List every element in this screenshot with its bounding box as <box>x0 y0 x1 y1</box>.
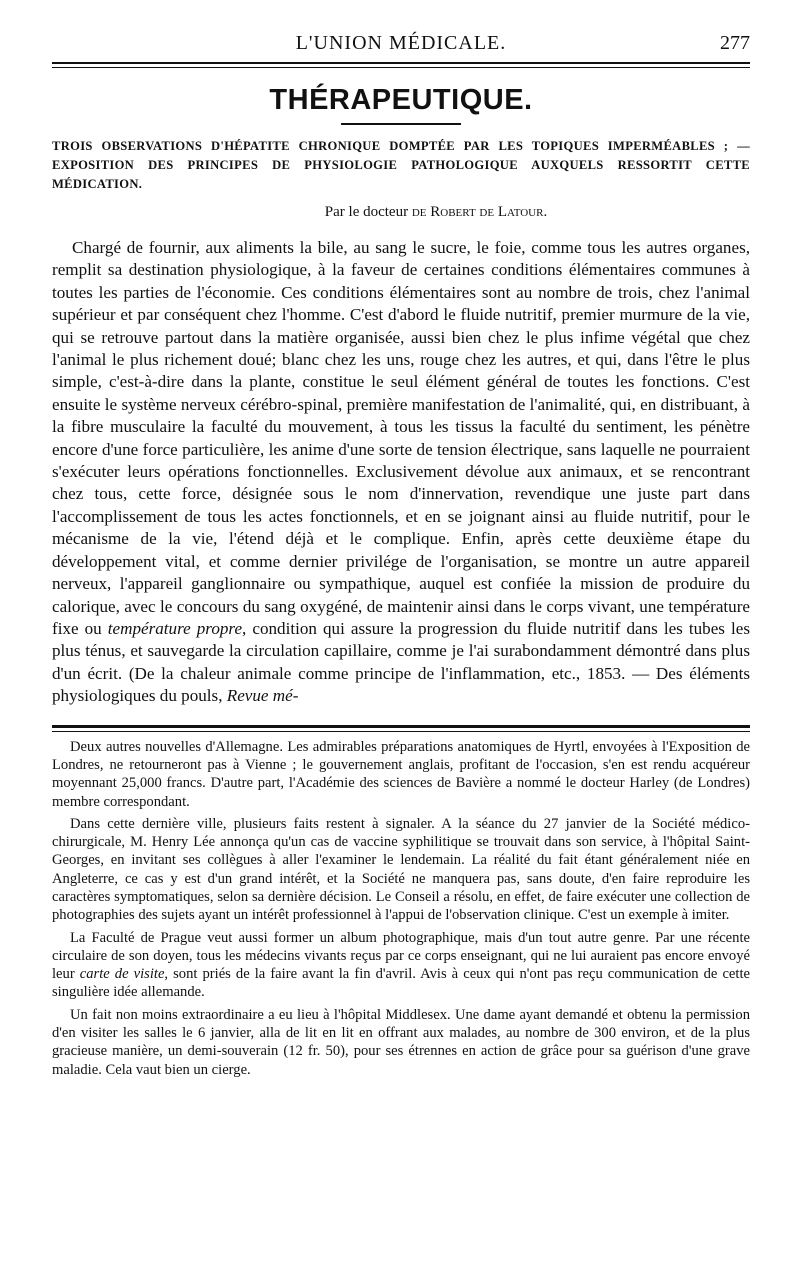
news-paragraph-4: Un fait non moins extraordinaire a eu lieu à l'hôpital Middlesex. Une dame ayant demandé et obtenu la permission d'en visiter les salles le 6 janvier, alla de lit en lit en offrant aux malades, au nombre de 300 environ, et de la plus gracieuse manière, un demi-souverain (12 fr. 50), pour ses étrennes en action de grâce pour sa guérison d'une grave maladie. Cela vaut bien un cierge. <box>52 1006 750 1078</box>
heading-rule <box>341 123 461 125</box>
body-text-part-b: , condition qui assure la progression du fluide nutritif dans les tubes les plus ténus, et sauvegarde la circulation capillaire, comme je l'ai surabondamment démontré dans plus d'un écrit. (De la chaleur animale comme principe de l'inflammation, etc., 1853. — Des éléments physiologiques du pouls, <box>52 618 750 706</box>
news-separator-rule <box>52 725 750 732</box>
news-paragraph-3-part-b: , sont priés de la faire avant la fin d'avril. Avis à ceux qui n'ont pas reçu communication de cette singulière idée allemande. <box>52 966 750 1001</box>
header-rule <box>52 67 750 68</box>
article-body-paragraph <box>52 237 750 708</box>
running-title: L'UNION MÉDICALE. <box>295 32 507 54</box>
running-header <box>52 28 750 64</box>
byline-author: de Robert de Latour. <box>411 204 548 220</box>
page-number: 277 <box>720 32 750 54</box>
news-paragraph-2: Dans cette dernière ville, plusieurs faits restent à signaler. A la séance du 27 janvier de la Société médico-chirurgicale, M. Henry Lée annonça qu'un cas de vaccine syphilitique se trouvait dans son service, à l'hôpital Saint-Georges, en invitant ses collègues à aller l'examiner le lendemain. La réalité du fait étant généralement niée en Angleterre, ce cas y est d'un grand intérêt, et la Société ne manquera pas, sans doute, d'en faire reproduire les caractères symptomatiques, selon sa dernière décision. Le Conseil a résolu, en effet, de faire exécuter une collection de photographies des sujets ayant un intérêt professionnel à l'appui de l'observation clinique. C'est un exemple à imiter. <box>52 815 750 924</box>
news-italic-carte: carte de visite <box>79 966 165 983</box>
news-paragraph-1: Deux autres nouvelles d'Allemagne. Les admirables préparations anatomiques de Hyrtl, envoyées à l'Exposition de Londres, ne retourneront pas à Vienne ; le gouvernement anglais, profitant de l'occasion, s'en est rendu acquéreur moyennant 25,000 francs. D'autre part, l'Académie des sciences de Bavière a nommé le docteur Harley (de Londres) membre correspondant. <box>52 738 750 810</box>
byline <box>52 204 750 221</box>
body-italic-revue: Revue mé- <box>226 686 299 706</box>
news-paragraph-3-part-a: La Faculté de Prague veut aussi former un album photographique, mais d'un tout autre genre. Par une récente circulaire de son doyen, tous les médecins vivants reçus par ce corps enseignant, qui ne lui auraient pas encore envoyé leur <box>52 929 750 983</box>
article-title: TROIS OBSERVATIONS D'HÉPATITE CHRONIQUE DOMPTÉE PAR LES TOPIQUES IMPERMÉABLES ; — EXPOSITION DES PRINCIPES DE PHYSIOLOGIE PATHOLOGIQUE AUXQUELS RESSORTIT CETTE MÉDICATION. <box>52 139 750 191</box>
body-text-part-a: Chargé de fournir, aux aliments la bile, au sang le sucre, le foie, comme tous les autres organes, remplit sa destination physiologique, à la faveur de certaines conditions élémentaires communes à toutes les parties de l'économie. Ces conditions élémentaires sont au nombre de trois, chez l'animal supérieur et par conséquent chez l'homme. C'est d'abord le fluide nutritif, premier murmure de la vie, qui se retrouve partout dans la matière organisée, aussi bien chez le plus infime végétal que chez l'animal le plus richement doué; blanc chez les uns, rouge chez les autres, et qui, dans l'être le plus simple, c'est-à-dire dans la plante, constitue le seul élément général de toutes les fonctions. C'est ensuite le système nerveux cérébro-spinal, première manifestation de l'animalité, qui, en distribuant, à la fibre musculaire la faculté du mouvement, à tous les tissus la faculté du sentiment, les pénètre encore d'une force particulière, les anime d'une sorte de tension électrique, sans laquelle ne pourraient s'exécuter leurs opérations fonctionnelles. Exclusivement dévolue aux animaux, et se rencontrant chez tous, cette force, désignée sous le nom d'innervation, revendique une juste part dans l'accomplissement de tous les actes fonctionnels, et en se joignant ainsi au fluide nutritif, pour le mécanisme de la vie, l'étend déjà et le complique. Enfin, après cette deuxième étape du développement vital, et comme dernier privilége de l'organisation, se montre un autre appareil nerveux, l'appareil ganglionnaire ou sympathique, auquel est confiée la mission de produire du calorique, avec le concours du sang oxygéné, de maintenir ainsi dans le corps vivant, une température fixe ou <box>52 238 750 638</box>
section-heading: THÉRAPEUTIQUE. <box>269 84 533 116</box>
news-paragraph-3 <box>52 929 750 1002</box>
news-section <box>52 738 750 1079</box>
body-italic-temperature: température propre <box>107 618 243 638</box>
byline-prefix: Par le docteur <box>324 204 409 220</box>
